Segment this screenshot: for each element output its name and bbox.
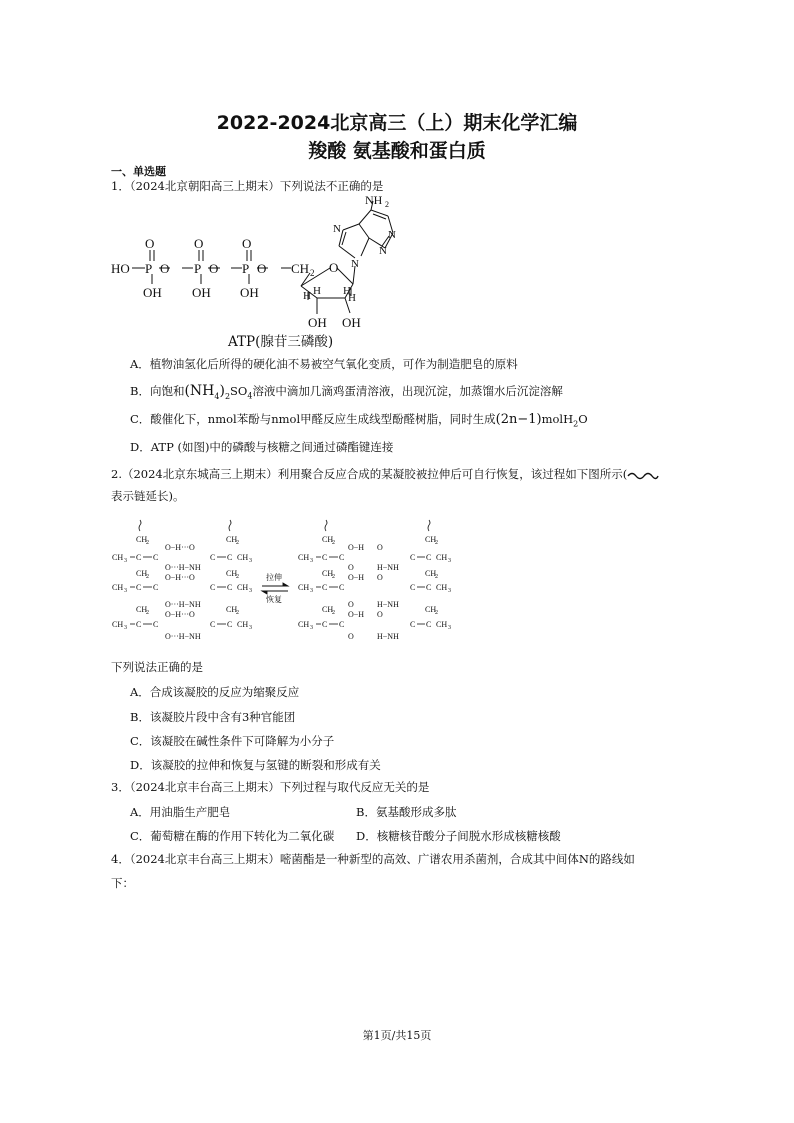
question-2-stem-line2: 表示链延长)。 bbox=[111, 489, 185, 503]
svg-text:O−H: O−H bbox=[348, 573, 365, 582]
svg-text:CH: CH bbox=[298, 583, 310, 592]
svg-text:H−NH: H−NH bbox=[377, 600, 399, 609]
svg-text:C: C bbox=[410, 583, 416, 592]
svg-text:O: O bbox=[348, 600, 354, 609]
svg-text:O: O bbox=[242, 236, 252, 251]
svg-text:O−H···O: O−H···O bbox=[165, 543, 195, 552]
svg-text:P: P bbox=[145, 261, 153, 276]
svg-text:2: 2 bbox=[146, 610, 149, 616]
svg-text:C: C bbox=[322, 553, 328, 562]
svg-text:3: 3 bbox=[310, 558, 313, 564]
question-1-stem: 1．（2024北京朝阳高三上期末）下列说法不正确的是 bbox=[111, 179, 384, 193]
svg-text:CH: CH bbox=[136, 569, 148, 578]
svg-text:O: O bbox=[348, 563, 354, 572]
q3-option-a: A．用油脂生产肥皂 bbox=[130, 805, 231, 819]
question-2-stem-line1: 2.（2024北京东城高三上期末）利用聚合反应合成的某凝胶被拉伸后可自行恢复，该过程如下图所示( bbox=[111, 465, 659, 483]
q1-option-a: A．植物油氢化后所得的硬化油不易被空气氧化变质，可作为制造肥皂的原料 bbox=[130, 357, 518, 371]
svg-text:C: C bbox=[339, 583, 345, 592]
svg-text:3: 3 bbox=[310, 588, 313, 594]
svg-text:CH: CH bbox=[237, 583, 249, 592]
svg-text:O−H: O−H bbox=[348, 543, 365, 552]
svg-text:3: 3 bbox=[249, 625, 252, 631]
svg-text:OH: OH bbox=[308, 315, 327, 330]
arrow-label-recover: 恢复 bbox=[266, 595, 282, 604]
document-title: 2022-2024北京高三（上）期末化学汇编 bbox=[216, 112, 578, 134]
svg-text:C: C bbox=[322, 620, 328, 629]
svg-text:CH: CH bbox=[425, 569, 437, 578]
atp-structure bbox=[105, 196, 425, 346]
svg-text:O: O bbox=[209, 261, 219, 276]
question-3-stem: 3．（2024北京丰台高三上期末）下列过程与取代反应无关的是 bbox=[111, 780, 430, 794]
svg-text:CH: CH bbox=[322, 605, 334, 614]
svg-text:2: 2 bbox=[236, 540, 239, 546]
svg-text:C: C bbox=[136, 553, 142, 562]
svg-text:CH: CH bbox=[322, 569, 334, 578]
svg-text:CH: CH bbox=[291, 261, 310, 276]
svg-text:C: C bbox=[426, 620, 432, 629]
q1-option-c: C．酸催化下，nmol苯酚与nmol甲醛反应生成线型酚醛树脂，同时生成(2n−1)molH$_2$O bbox=[130, 412, 588, 429]
svg-text:O: O bbox=[145, 236, 155, 251]
atp-caption: ATP(腺苷三磷酸) bbox=[228, 334, 334, 350]
svg-text:O−H···O: O−H···O bbox=[165, 610, 195, 619]
svg-text:O: O bbox=[377, 610, 383, 619]
svg-text:O···H−NH: O···H−NH bbox=[165, 632, 201, 641]
svg-text:2: 2 bbox=[146, 574, 149, 580]
svg-text:3: 3 bbox=[124, 588, 127, 594]
section-heading: 一、单选题 bbox=[111, 165, 166, 178]
svg-text:N: N bbox=[333, 223, 341, 235]
svg-text:CH: CH bbox=[298, 620, 310, 629]
svg-text:CH: CH bbox=[112, 583, 124, 592]
svg-text:O−H: O−H bbox=[348, 610, 365, 619]
svg-text:O: O bbox=[194, 236, 204, 251]
page-number: 第1页/共15页 bbox=[362, 1029, 432, 1042]
wavy-chain-icon bbox=[627, 470, 659, 480]
svg-text:OH: OH bbox=[240, 285, 259, 300]
svg-text:2: 2 bbox=[332, 610, 335, 616]
svg-text:CH: CH bbox=[226, 605, 238, 614]
svg-text:H−NH: H−NH bbox=[377, 632, 399, 641]
svg-text:N: N bbox=[351, 258, 359, 270]
svg-text:C: C bbox=[210, 583, 216, 592]
svg-text:NH: NH bbox=[365, 196, 383, 207]
svg-text:H: H bbox=[343, 285, 351, 297]
svg-text:3: 3 bbox=[448, 625, 451, 631]
svg-text:CH: CH bbox=[136, 605, 148, 614]
svg-text:O···H−NH: O···H−NH bbox=[165, 563, 201, 572]
svg-text:C: C bbox=[153, 620, 159, 629]
svg-text:3: 3 bbox=[124, 558, 127, 564]
question-4-stem-line1: 4．（2024北京丰台高三上期末）嘧菌酯是一种新型的高效、广谱农用杀菌剂，合成其中间体N的路线如 bbox=[111, 852, 635, 866]
svg-text:OH: OH bbox=[143, 285, 162, 300]
svg-text:P: P bbox=[194, 261, 202, 276]
svg-text:2: 2 bbox=[236, 610, 239, 616]
svg-text:C: C bbox=[426, 583, 432, 592]
svg-text:2: 2 bbox=[310, 268, 315, 278]
svg-text:OH: OH bbox=[192, 285, 211, 300]
svg-text:3: 3 bbox=[249, 558, 252, 564]
svg-text:C: C bbox=[322, 583, 328, 592]
hydrogel-scheme bbox=[110, 516, 470, 644]
q3-option-c: C．葡萄糖在酶的作用下转化为二氧化碳 bbox=[130, 829, 335, 843]
svg-text:C: C bbox=[153, 553, 159, 562]
svg-text:O···H−NH: O···H−NH bbox=[165, 600, 201, 609]
q3-option-d: D．核糖核苷酸分子间脱水形成核糖核酸 bbox=[356, 829, 561, 843]
svg-text:3: 3 bbox=[448, 588, 451, 594]
svg-text:H: H bbox=[348, 292, 356, 304]
svg-text:2: 2 bbox=[332, 540, 335, 546]
arrow-label-stretch: 拉伸 bbox=[266, 573, 282, 582]
document-subtitle: 羧酸 氨基酸和蛋白质 bbox=[308, 140, 486, 162]
svg-text:C: C bbox=[339, 620, 345, 629]
svg-text:O: O bbox=[257, 261, 267, 276]
svg-text:3: 3 bbox=[249, 588, 252, 594]
svg-text:N: N bbox=[388, 229, 396, 241]
svg-text:O: O bbox=[377, 573, 383, 582]
svg-text:C: C bbox=[410, 620, 416, 629]
svg-text:CH: CH bbox=[226, 535, 238, 544]
q1-option-d: D．ATP (如图)中的磷酸与核糖之间通过磷酯键连接 bbox=[130, 440, 394, 454]
q3-option-b: B．氨基酸形成多肽 bbox=[356, 805, 457, 819]
svg-text:2: 2 bbox=[385, 200, 389, 209]
q1-option-b: B．向饱和$(NH_4)_2SO_4$溶液中滴加几滴鸡蛋清溶液，出现沉淀，加蒸馏水后沉淀溶解 bbox=[130, 383, 563, 401]
svg-text:2: 2 bbox=[236, 574, 239, 580]
svg-text:2: 2 bbox=[146, 540, 149, 546]
q2-option-b: B．该凝胶片段中含有3种官能团 bbox=[130, 710, 296, 724]
svg-text:C: C bbox=[339, 553, 345, 562]
svg-text:CH: CH bbox=[237, 620, 249, 629]
svg-text:P: P bbox=[242, 261, 250, 276]
svg-text:H−NH: H−NH bbox=[377, 563, 399, 572]
q2-option-a: A．合成该凝胶的反应为缩聚反应 bbox=[130, 685, 300, 699]
svg-text:O: O bbox=[160, 261, 170, 276]
svg-text:H: H bbox=[303, 290, 311, 302]
svg-text:CH: CH bbox=[425, 535, 437, 544]
svg-text:2: 2 bbox=[435, 540, 438, 546]
svg-text:2: 2 bbox=[435, 610, 438, 616]
svg-text:HO: HO bbox=[111, 261, 130, 276]
svg-text:CH: CH bbox=[322, 535, 334, 544]
svg-text:3: 3 bbox=[448, 558, 451, 564]
question-4-stem-line2: 下： bbox=[111, 876, 134, 890]
svg-text:C: C bbox=[227, 553, 233, 562]
svg-text:O−H···O: O−H···O bbox=[165, 573, 195, 582]
svg-text:C: C bbox=[136, 620, 142, 629]
svg-text:3: 3 bbox=[124, 625, 127, 631]
svg-text:2: 2 bbox=[332, 574, 335, 580]
svg-text:C: C bbox=[136, 583, 142, 592]
svg-text:C: C bbox=[210, 620, 216, 629]
svg-text:CH: CH bbox=[226, 569, 238, 578]
q2-option-d: D．该凝胶的拉伸和恢复与氢键的断裂和形成有关 bbox=[130, 758, 381, 772]
svg-text:C: C bbox=[153, 583, 159, 592]
svg-text:H: H bbox=[313, 285, 321, 297]
svg-text:C: C bbox=[210, 553, 216, 562]
svg-text:O: O bbox=[348, 632, 354, 641]
svg-text:C: C bbox=[227, 583, 233, 592]
svg-text:CH: CH bbox=[425, 605, 437, 614]
q2-option-c: C．该凝胶在碱性条件下可降解为小分子 bbox=[130, 734, 335, 748]
svg-text:2: 2 bbox=[435, 574, 438, 580]
svg-text:CH: CH bbox=[136, 535, 148, 544]
svg-text:CH: CH bbox=[436, 620, 448, 629]
svg-text:C: C bbox=[410, 553, 416, 562]
svg-text:CH: CH bbox=[237, 553, 249, 562]
svg-text:O: O bbox=[329, 260, 339, 275]
svg-text:CH: CH bbox=[112, 553, 124, 562]
svg-text:C: C bbox=[426, 553, 432, 562]
svg-text:CH: CH bbox=[298, 553, 310, 562]
svg-text:3: 3 bbox=[310, 625, 313, 631]
svg-text:CH: CH bbox=[436, 583, 448, 592]
svg-text:CH: CH bbox=[436, 553, 448, 562]
svg-text:N: N bbox=[379, 245, 387, 257]
svg-text:CH: CH bbox=[112, 620, 124, 629]
svg-text:OH: OH bbox=[342, 315, 361, 330]
svg-text:C: C bbox=[227, 620, 233, 629]
svg-text:O: O bbox=[377, 543, 383, 552]
question-2-prompt: 下列说法正确的是 bbox=[111, 660, 203, 674]
